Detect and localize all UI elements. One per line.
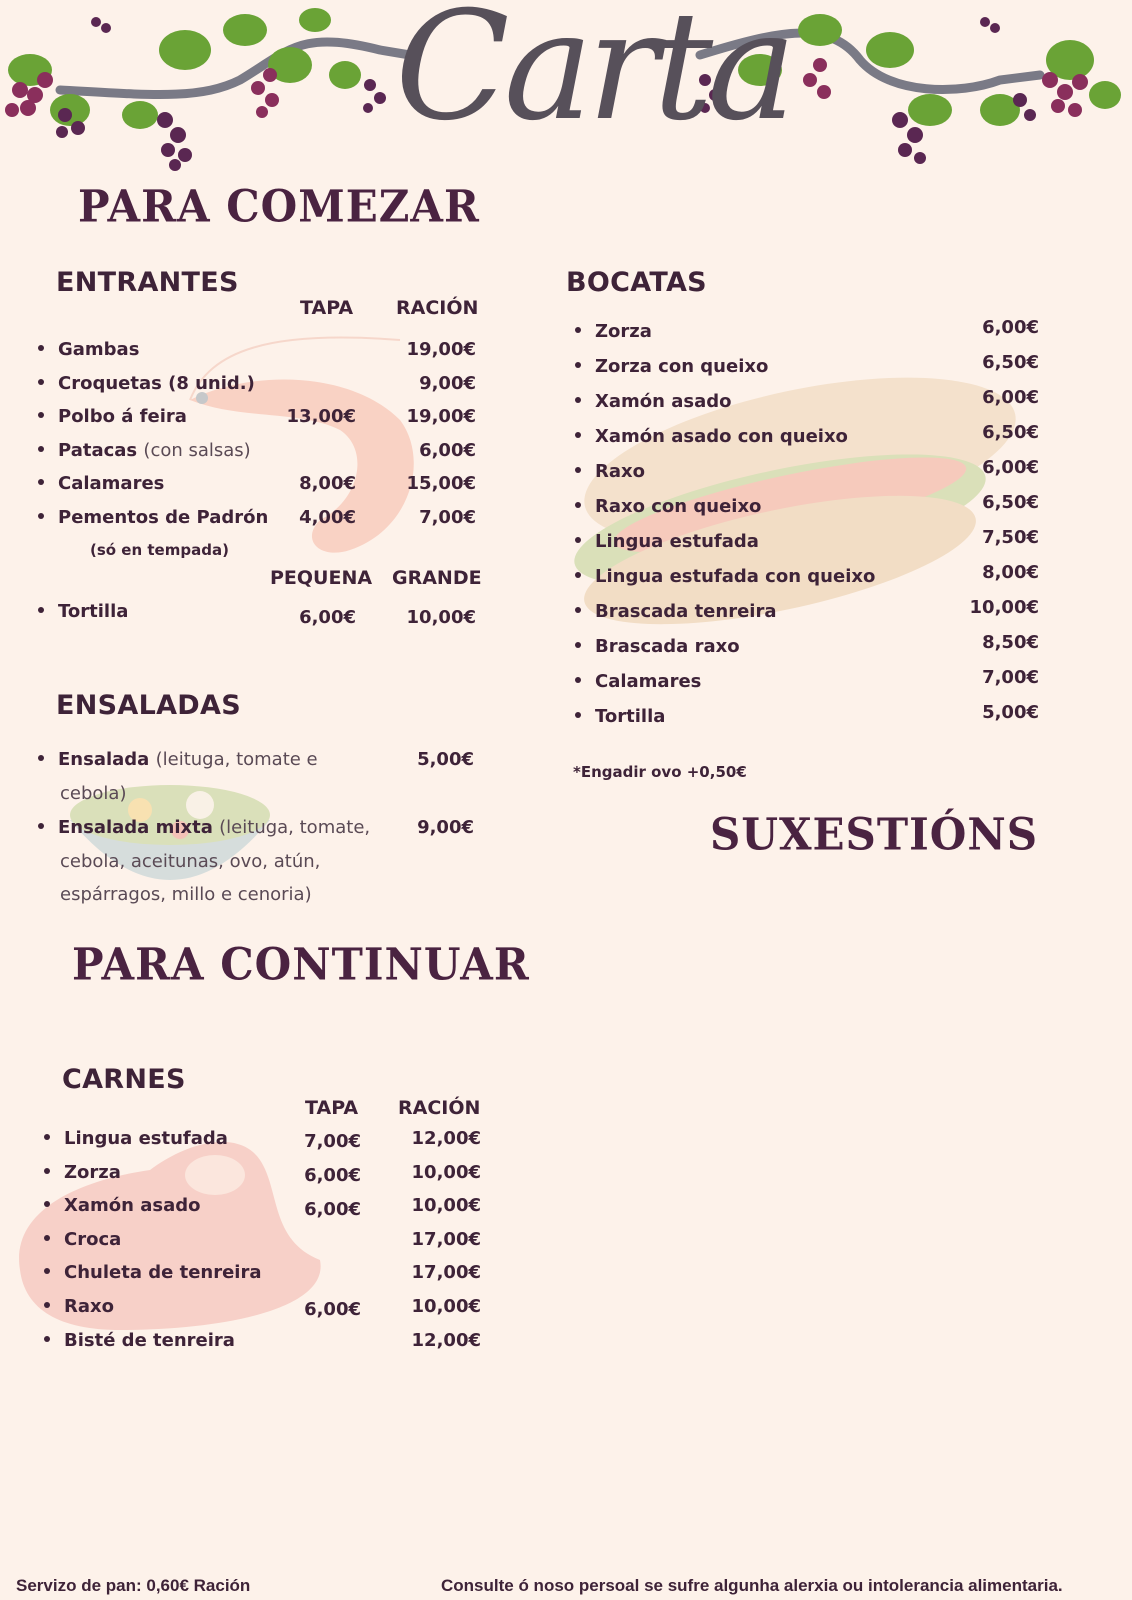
section-title-para-comezar: PARA COMEZAR (78, 180, 480, 233)
price-racion: 12,00€ (411, 1330, 481, 1351)
allergy-note: Consulte ó noso persoal se sufre algunha alerxia ou intolerancia alimentaria. (441, 1576, 1063, 1595)
menu-item: Lingua estufada (575, 531, 759, 552)
menu-item: Tortilla (575, 706, 665, 727)
price-racion: 17,00€ (411, 1262, 481, 1283)
price-tapa: 4,00€ (299, 507, 356, 528)
bullet-icon (575, 397, 581, 403)
item-description: cebola, aceitunas, ovo, atún, (60, 851, 321, 872)
menu-item: Croca (44, 1229, 121, 1250)
menu-item: Xamón asado con queixo (575, 426, 848, 447)
bullet-icon (44, 1336, 50, 1342)
column-header-tapa: TAPA (300, 297, 354, 319)
price-racion: 12,00€ (411, 1128, 481, 1149)
price: 5,00€ (982, 702, 1039, 723)
bullet-icon (38, 446, 44, 452)
bocatas-note: *Engadir ovo +0,50€ (573, 763, 747, 781)
menu-item: Zorza (575, 321, 652, 342)
price-racion: 10,00€ (411, 1296, 481, 1317)
bullet-icon (38, 823, 44, 829)
column-header-racion: RACIÓN (396, 297, 479, 319)
menu-item: Xamón asado (44, 1195, 201, 1216)
bullet-icon (44, 1134, 50, 1140)
column-header-tapa: TAPA (305, 1097, 359, 1119)
bullet-icon (44, 1268, 50, 1274)
column-header-grande: GRANDE (392, 567, 482, 589)
category-title-carnes: CARNES (62, 1064, 186, 1095)
price-pequena: 6,00€ (299, 607, 356, 628)
bullet-icon (38, 345, 44, 351)
bullet-icon (44, 1235, 50, 1241)
menu-item: Bisté de tenreira (44, 1330, 235, 1351)
category-title-ensaladas: ENSALADAS (56, 690, 241, 721)
season-note: (só en tempada) (90, 541, 229, 559)
price-tapa: 7,00€ (304, 1131, 361, 1152)
price-racion: 6,00€ (419, 440, 476, 461)
bullet-icon (38, 479, 44, 485)
price: 8,50€ (982, 632, 1039, 653)
price-tapa: 6,00€ (304, 1165, 361, 1186)
menu-item: Patacas (con salsas) (38, 440, 251, 461)
bread-service-note: Servizo de pan: 0,60€ Ración (16, 1576, 251, 1595)
price-racion: 15,00€ (406, 473, 476, 494)
price-racion: 17,00€ (411, 1229, 481, 1250)
bullet-icon (575, 467, 581, 473)
menu-item: Brascada raxo (575, 636, 740, 657)
menu-item: Raxo (575, 461, 645, 482)
menu-item: Xamón asado (575, 391, 732, 412)
price-racion: 10,00€ (411, 1195, 481, 1216)
bullet-icon (575, 607, 581, 613)
price-tapa: 13,00€ (286, 406, 356, 427)
menu-item: Raxo (44, 1296, 114, 1317)
menu-item: Ensalada (leituga, tomate e (38, 749, 318, 770)
bullet-icon (38, 755, 44, 761)
menu-item: Zorza con queixo (575, 356, 768, 377)
section-title-suxestions: SUXESTIÓNS (710, 808, 1039, 861)
menu-item: Croquetas (8 unid.) (38, 373, 255, 394)
menu-item: Pementos de Padrón (38, 507, 268, 528)
bullet-icon (575, 677, 581, 683)
bullet-icon (575, 642, 581, 648)
bullet-icon (38, 412, 44, 418)
bullet-icon (575, 502, 581, 508)
menu-item: Lingua estufada con queixo (575, 566, 875, 587)
price: 6,00€ (982, 387, 1039, 408)
price: 8,00€ (982, 562, 1039, 583)
price-racion: 19,00€ (406, 406, 476, 427)
item-description: espárragos, millo e cenoria) (60, 884, 312, 905)
menu-item: Polbo á feira (38, 406, 187, 427)
column-header-racion: RACIÓN (398, 1097, 481, 1119)
menu-item: Raxo con queixo (575, 496, 761, 517)
bullet-icon (44, 1168, 50, 1174)
bullet-icon (575, 537, 581, 543)
price: 9,00€ (417, 817, 474, 838)
bullet-icon (38, 379, 44, 385)
category-title-entrantes: ENTRANTES (56, 267, 239, 298)
menu-item: Lingua estufada (44, 1128, 228, 1149)
price: 6,00€ (982, 317, 1039, 338)
bullet-icon (38, 513, 44, 519)
menu-title: Carta (395, 0, 791, 154)
bullet-icon (44, 1201, 50, 1207)
menu-item: Gambas (38, 339, 139, 360)
column-header-pequena: PEQUENA (270, 567, 373, 589)
price: 7,50€ (982, 527, 1039, 548)
price-racion: 19,00€ (406, 339, 476, 360)
price: 5,00€ (417, 749, 474, 770)
bullet-icon (44, 1302, 50, 1308)
bullet-icon (575, 327, 581, 333)
menu-item: Tortilla (38, 601, 128, 622)
menu-item: Calamares (38, 473, 164, 494)
menu-item: Calamares (575, 671, 701, 692)
menu-item: Chuleta de tenreira (44, 1262, 262, 1283)
bullet-icon (38, 607, 44, 613)
menu-item: Zorza (44, 1162, 121, 1183)
section-title-para-continuar: PARA CONTINUAR (72, 938, 530, 991)
price-grande: 10,00€ (406, 607, 476, 628)
price: 6,50€ (982, 352, 1039, 373)
price: 6,50€ (982, 492, 1039, 513)
bullet-icon (575, 362, 581, 368)
price: 10,00€ (969, 597, 1039, 618)
price-racion: 9,00€ (419, 373, 476, 394)
bullet-icon (575, 432, 581, 438)
bullet-icon (575, 712, 581, 718)
menu-item: Brascada tenreira (575, 601, 776, 622)
price-racion: 7,00€ (419, 507, 476, 528)
price-tapa: 6,00€ (304, 1199, 361, 1220)
bullet-icon (575, 572, 581, 578)
price: 7,00€ (982, 667, 1039, 688)
price-tapa: 8,00€ (299, 473, 356, 494)
price-tapa: 6,00€ (304, 1299, 361, 1320)
category-title-bocatas: BOCATAS (566, 267, 707, 298)
item-description: cebola) (60, 783, 127, 804)
price: 6,00€ (982, 457, 1039, 478)
price-racion: 10,00€ (411, 1162, 481, 1183)
price: 6,50€ (982, 422, 1039, 443)
menu-item: Ensalada mixta (leituga, tomate, (38, 817, 370, 838)
